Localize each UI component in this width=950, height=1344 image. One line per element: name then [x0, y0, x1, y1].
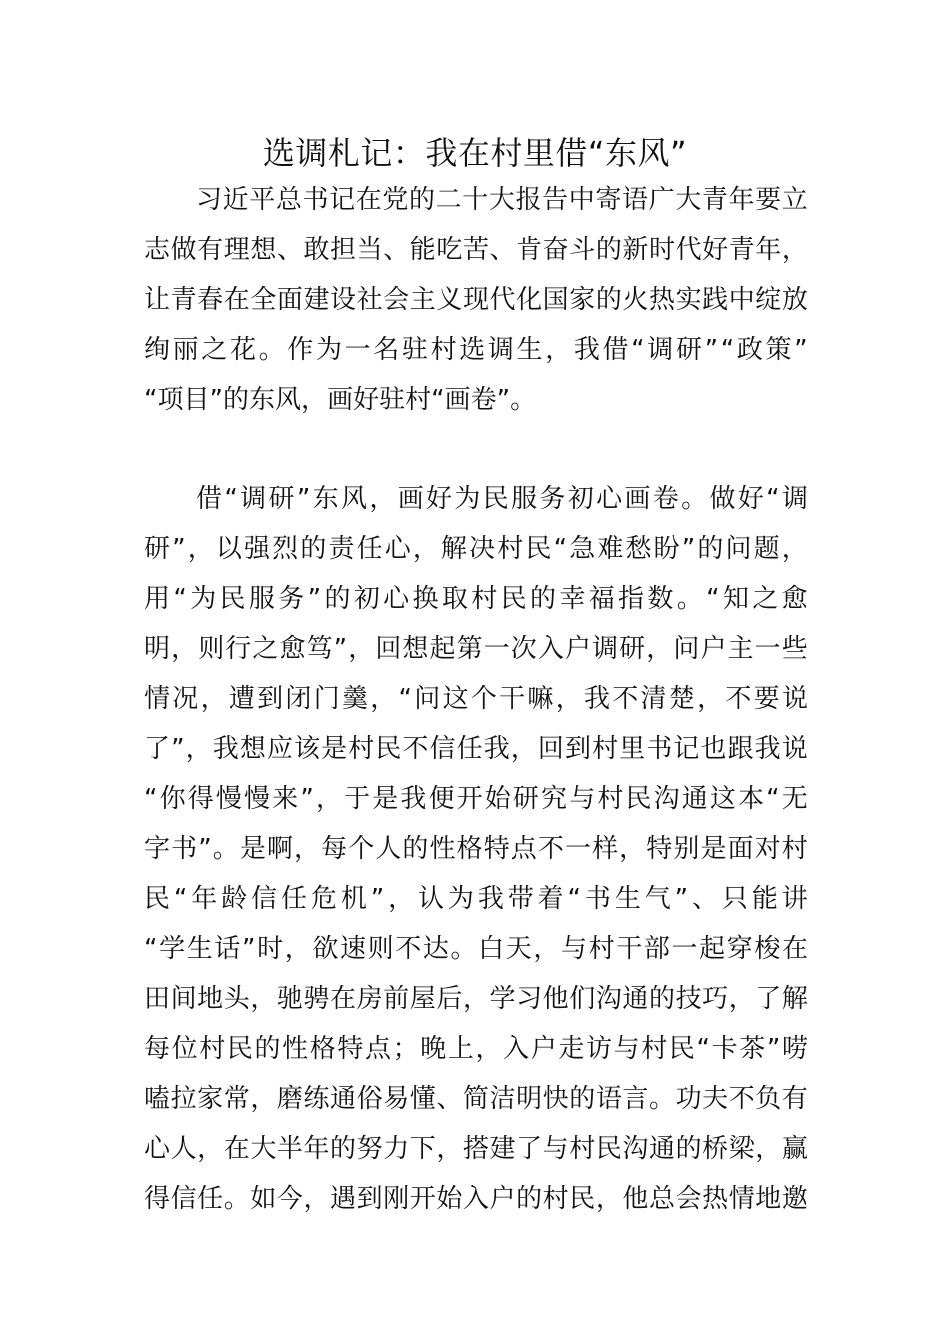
paragraph-2-line-2: 研 ” ， 以 强 烈 的 责 任 心 ， 解 决 村 民 “ 急 难 愁 盼 ” 的 问 题 ，	[144, 534, 808, 564]
paragraph-1-line-4: 绚 丽 之 花 。 作 为 一 名 驻 村 选 调 生 ， 我 借 “ 调 研 ” “ 政 策 ”	[144, 335, 808, 365]
paragraph-1-line-1: 习 近 平 总 书 记 在 党 的 二 十 大 报 告 中 寄 语 广 大 青 年 要 立	[196, 185, 808, 215]
paragraph-2-line-9: 民 “ 年 龄 信 任 危 机 ” ， 认 为 我 带 着 “ 书 生 气 ” 、 只 能 讲	[144, 884, 808, 914]
paragraph-2-line-6: 了 ” ， 我 想 应 该 是 村 民 不 信 任 我 ， 回 到 村 里 书 记 也 跟 我 说	[144, 734, 808, 764]
paragraph-2-line-3: 用 “ 为 民 服 务 ” 的 初 心 换 取 村 民 的 幸 福 指 数 。 “ 知 之 愈	[144, 584, 808, 614]
paragraph-1-line-2: 志 做 有 理 想 、 敢 担 当 、 能 吃 苦 、 肯 奋 斗 的 新 时 代 好 青 年 ，	[144, 235, 808, 265]
paragraph-2-line-12: 每 位 村 民 的 性 格 特 点 ； 晚 上 ， 入 户 走 访 与 村 民 “ 卡 茶 ” 唠	[144, 1034, 808, 1064]
paragraph-2-line-13: 嗑 拉 家 常 ， 磨 练 通 俗 易 懂 、 简 洁 明 快 的 语 言 。 功 夫 不 负 有	[144, 1084, 808, 1114]
paragraph-2-line-8: 字 书 ” 。 是 啊 ， 每 个 人 的 性 格 特 点 不 一 样 ， 特 别 是 面 对 村	[144, 834, 808, 864]
paragraph-2-line-14: 心 人 ， 在 大 半 年 的 努 力 下 ， 搭 建 了 与 村 民 沟 通 的 桥 梁 ， 赢	[144, 1134, 808, 1164]
paragraph-2-line-11: 田 间 地 头 ， 驰 骋 在 房 前 屋 后 ， 学 习 他 们 沟 通 的 技 巧 ， 了 解	[144, 984, 808, 1014]
paragraph-1-line-3: 让 青 春 在 全 面 建 设 社 会 主 义 现 代 化 国 家 的 火 热 实 践 中 绽 放	[144, 285, 808, 315]
paragraph-2-line-5: 情 况 ， 遭 到 闭 门 羹 ， “ 问 这 个 干 嘛 ， 我 不 清 楚 ， 不 要 说	[144, 684, 808, 714]
paragraph-2-line-10: “ 学 生 话 ” 时 ， 欲 速 则 不 达 。 白 天 ， 与 村 干 部 一 起 穿 梭 在	[144, 934, 808, 964]
paragraph-2-line-4: 明 ， 则 行 之 愈 笃 ” ， 回 想 起 第 一 次 入 户 调 研 ， 问 户 主 一 些	[144, 634, 808, 664]
paragraph-2-line-15: 得 信 任 。 如 今 ， 遇 到 刚 开 始 入 户 的 村 民 ， 他 总 会 热 情 地 邀	[144, 1184, 808, 1214]
paragraph-2-line-7: “ 你 得 慢 慢 来 ” ， 于 是 我 便 开 始 研 究 与 村 民 沟 通 这 本 “ 无	[144, 784, 808, 814]
paragraph-2-line-1: 借 “ 调 研 ” 东 风 ， 画 好 为 民 服 务 初 心 画 卷 。 做 好 “ 调	[196, 484, 808, 514]
document-title: 选调札记：我在村里借“东风”	[262, 134, 688, 172]
paragraph-1-line-5: “ 项 目 ” 的 东 风 ， 画 好 驻 村 “ 画 卷 ” 。	[144, 385, 537, 415]
